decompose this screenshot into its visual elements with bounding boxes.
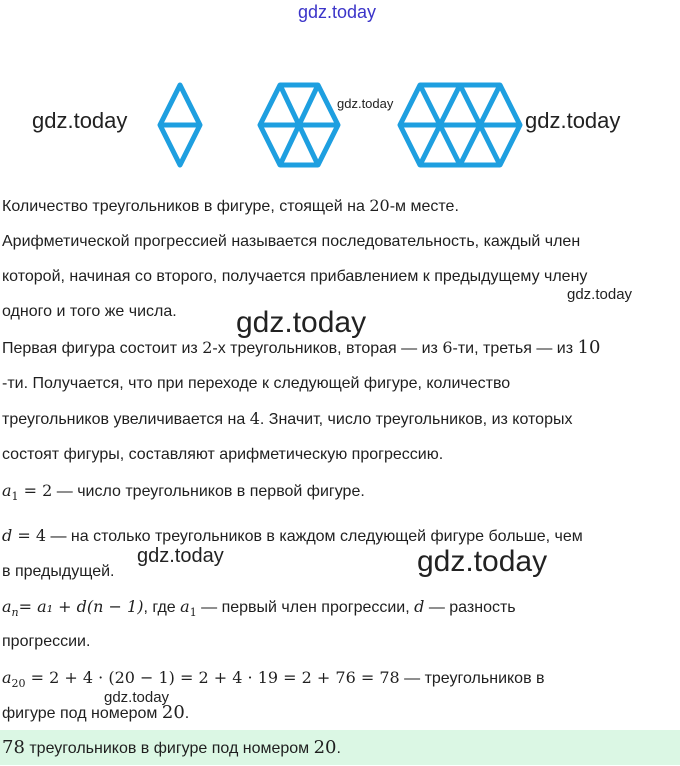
watermark-lower-right-large: gdz.today <box>417 545 548 578</box>
calc-line-1: $a_{20} = 2 + 4 \cdot (20 - 1) = 2 + 4 \cdot 19 = 2 + 76 = 78$ — треугольников в <box>2 668 545 691</box>
analysis-line-4: состоят фигуры, составляют арифметическую прогрессию. <box>2 446 444 463</box>
analysis-line-3: треугольников увеличивается на 4. Значит, число треугольников, из которых <box>2 409 573 428</box>
figure-3 <box>400 85 520 165</box>
question-line: Количество треугольников в фигуре, стоящей на 20-м месте. <box>2 196 459 215</box>
figure-1 <box>160 85 200 165</box>
formula-line-2: прогрессии. <box>2 633 91 650</box>
watermark-top: gdz.today <box>298 2 377 22</box>
definition-line-2: которой, начиная со второго, получается прибавлением к предыдущему члену <box>2 268 588 285</box>
watermark-bottom-small: gdz.today <box>104 689 170 706</box>
watermark-mid-right-small: gdz.today <box>567 286 633 303</box>
d-line-1: d = 4 — на столько треугольников в каждом следующей фигуре больше, чем <box>2 526 583 545</box>
watermark-left: gdz.today <box>32 108 128 133</box>
figures-illustration <box>0 80 680 170</box>
definition-line-3: одного и того же числа. <box>2 303 177 320</box>
analysis-line-1: Первая фигура состоит из 2-х треугольников, вторая — из 6-ти, третья — из 10 <box>2 337 601 358</box>
watermark-mid-large: gdz.today <box>236 306 367 339</box>
answer-box <box>0 730 680 765</box>
analysis-line-2: -ти. Получается, что при переходе к следующей фигуре, количество <box>2 375 511 392</box>
definition-line-1: Арифметической прогрессией называется последовательность, каждый член <box>2 233 581 250</box>
watermark-lower-left: gdz.today <box>137 545 224 567</box>
watermark-center-small: gdz.today <box>337 96 394 111</box>
figure-2 <box>260 85 338 165</box>
calc-line-2: фигуре под номером 20. <box>2 702 190 723</box>
answer-text: 78 треугольников в фигуре под номером 20. <box>2 737 341 758</box>
watermark-right: gdz.today <box>525 108 621 133</box>
a1-line: $a_1 = 2$ — число треугольников в первой фигуре. <box>2 481 365 504</box>
formula-line-1: $a_n= a_1 + d(n - 1)$, где $a_1$ — первый член прогрессии, d — разность <box>2 597 516 620</box>
formula-expression: = a₁ + d(n − 1) <box>18 597 144 616</box>
d-line-2: в предыдущей. <box>2 563 115 580</box>
